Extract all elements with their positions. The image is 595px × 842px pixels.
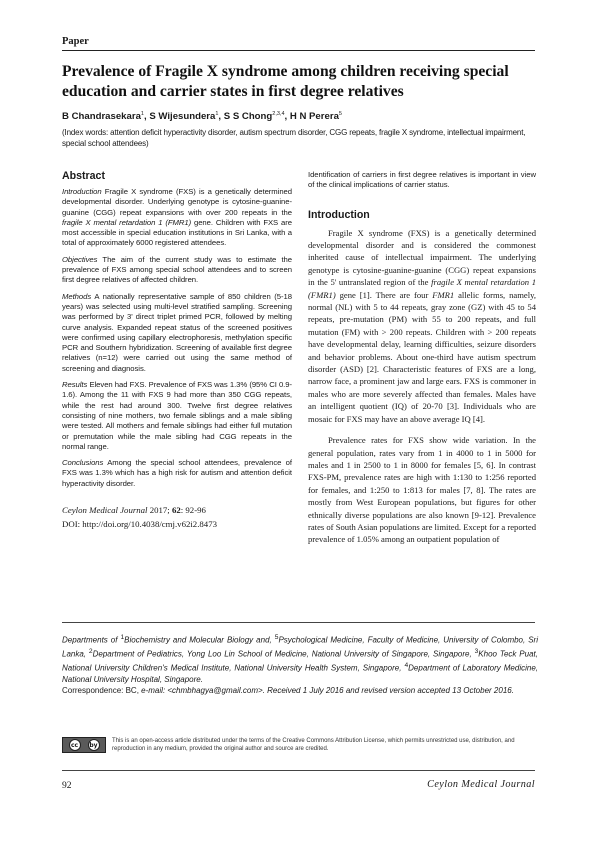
introduction-paragraph	[308, 227, 536, 426]
cc-icon: cc	[69, 739, 81, 751]
footer-journal-name: Ceylon Medical Journal	[427, 779, 535, 790]
abstract-results	[62, 380, 292, 452]
introduction-paragraph: Prevalence rates for FXS show wide variation. In the general population, rates vary from 1 in 4000 to 1 in 5000 for males and 1 in 2500 to 1 in 8000 for females [5, 6]. In contrast FXS-PM, prevalence rates are high with 1:130 to 1:256 reported for females, and 1:250 to 1:813 for males [7, 8]. The rates are mostly from West European populations, but figures for other ethnically diverse populations are also known [9-12]. Prevalence rates of South Asian populations are limited. Except for a reported prevalence of 1.05% among an outpatient population of	[308, 435, 536, 545]
citation-journal: Ceylon Medical Journal	[62, 505, 148, 516]
header-rule	[62, 50, 535, 51]
abstract-text: Fragile X syndrome (FXS) is a genetically determined developmental disorder. Underlying genotype is cytosine-guanine-guanine (CGG) repeat expansions with over 200 repeats in the	[62, 187, 292, 217]
author-name: S Wijesundera	[149, 111, 216, 123]
affiliation-mark: 3	[474, 648, 479, 656]
affiliation-text: Department of Laboratory Medicine, National University Hospital, Singapore.	[62, 663, 538, 685]
right-column	[308, 170, 536, 555]
author-name: S S Chong	[223, 111, 273, 123]
correspondence	[62, 685, 538, 696]
section-label: Paper	[62, 36, 89, 47]
body-text: Fragile X syndrome (FXS) is a genetically determined developmental disorder and is considered the commonest inherited cause of intellectual impairment. The underlying genotype is cytosine-guanine-guanine (CGG) repeat expansions in the 5' untranslated region of the	[308, 227, 536, 288]
abstract-text: The aim of the current study was to estimate the prevalence of FXS among special school attendees and to screen first degree relatives of affected children.	[62, 254, 292, 285]
abstract-heading: Abstract	[62, 170, 105, 182]
citation-line	[62, 503, 292, 517]
citation	[62, 503, 292, 531]
author-affiliation-mark: 1	[215, 111, 219, 117]
affiliation-text: Departments of	[62, 635, 121, 645]
affiliation-text: Biochemistry and Molecular Biology and,	[124, 635, 275, 645]
abstract-methods	[62, 292, 292, 374]
abstract-continued: Identification of carriers in first degree relatives is important in view of the clinical implications of carrier status.	[308, 170, 536, 190]
author-separator: ,	[143, 111, 150, 123]
introduction-heading: Introduction	[308, 208, 370, 221]
citation-pages: : 92-96	[180, 505, 206, 516]
author-list	[62, 111, 342, 122]
author-separator: ,	[218, 111, 224, 123]
gene-name: fragile X mental retardation 1 (FMR1)	[62, 217, 192, 227]
body-text: gene [1]. There are four	[335, 289, 433, 300]
affiliations	[62, 632, 538, 686]
abstract-text: gene. Children with FXS are most accessible in special education institutions in Sri Lanka, with a total of approximately 6000 registered attendees.	[62, 217, 292, 248]
author-name: B Chandrasekara	[62, 111, 141, 123]
license-row	[62, 737, 538, 753]
abstract-introduction	[62, 187, 292, 249]
abstract-label: Methods	[62, 291, 92, 301]
abstract-objectives	[62, 255, 292, 286]
page-number: 92	[62, 780, 72, 791]
gene-name: FMR1	[432, 289, 455, 300]
by-person-icon: by	[88, 739, 100, 751]
cc-license-badge[interactable]	[62, 737, 106, 753]
license-text: This is an open-access article distributed under the terms of the Creative Commons Attribution License, which permits unrestricted use, distribution, and reproduction in any medium, provided the original author and source are credited.	[112, 738, 515, 753]
affiliation-mark: 4	[404, 662, 409, 670]
footer-rule	[62, 770, 535, 771]
citation-volume: 62	[171, 505, 181, 516]
doi-link[interactable]: DOI: http://doi.org/10.4038/cmj.v62i2.8473	[62, 519, 218, 530]
email-link[interactable]: e-mail: <chmbhagya@gmail.com>	[141, 686, 263, 695]
author-name: H N Perera	[289, 111, 339, 123]
affiliation-mark: 5	[274, 634, 279, 641]
abstract-text: A nationally representative sample of 850 children (5-18 years) was selected using multi-level stratified sampling. Screening was performed by 3' direct triplet primed PCR, followed by melting curve analysis. Expanded repeat status of the screened positives were confirmed using capillary electrophoresis, methylation specific PCR and Southern hybridization. Screening of available first degree relatives (n=12) were carried out using the same method of screening and diagnosis.	[62, 291, 292, 373]
abstract-label: Conclusions	[62, 458, 104, 468]
left-column	[62, 170, 292, 531]
abstract-label: Results	[62, 380, 88, 390]
affiliation-text: Department of Pediatrics, Yong Loo Lin School of Medicine, National University of Singapore, Singapore,	[92, 649, 475, 659]
affiliation-rule	[62, 622, 535, 623]
author-affiliation-mark: 2,3,4	[272, 111, 285, 117]
affiliation-mark: 1	[120, 634, 125, 641]
article-title: Prevalence of Fragile X syndrome among children receiving special education and carrier states in first degree relatives	[62, 63, 509, 100]
citation-year: 2017;	[147, 505, 172, 516]
author-separator: ,	[284, 111, 290, 123]
abstract-text: Among the special school attendees, prevalence of FXS was 1.3% which has a high risk for autism and attention deficit hyperactivity disorder.	[62, 458, 292, 488]
gene-name: fragile X mental retardation 1 (FMR1)	[308, 277, 536, 300]
abstract-label: Objectives	[62, 254, 98, 264]
abstract-label: Introduction	[62, 187, 102, 196]
abstract-conclusions	[62, 458, 292, 489]
received-dates: . Received 1 July 2016 and revised version accepted 13 October 2016.	[262, 686, 514, 695]
author-affiliation-mark: 1	[140, 111, 144, 117]
affiliation-text: Khoo Teck Puat, National University Children's Medical Institute, National University Health System, Singapore,	[62, 649, 538, 673]
author-affiliation-mark: 5	[338, 111, 342, 117]
affiliation-text: Psychological Medicine, Faculty of Medicine, University of Colombo, Sri Lanka,	[62, 635, 538, 659]
index-words: (Index words: attention deficit hyperactivity disorder, autism spectrum disorder, CGG repeats, fragile X syndrome, intellectual impairment, special school attendees)	[62, 128, 526, 148]
abstract-text: Eleven had FXS. Prevalence of FXS was 1.3% (95% CI 0.9-1.6). Among the 11 with FXS 9 had more than 350 CGG repeats, while the rest had around 300. Twelve first degree relatives consisting of nine mothers, two female siblings and a male sibling were tested. All mothers and female siblings had either full mutation or premutation while the male sibling had CGG repeats in the normal range.	[62, 380, 292, 451]
affiliation-mark: 2	[88, 648, 93, 656]
body-text: allelic forms, namely, normal (NL) with 5 to 44 repeats, gray zone (GZ) with 45 to 54 repeats, pre-mutation (PM) with 55 to 200 repeats, and full mutation (FM) with > 200 repeats. Children with > 200 repeats have developmental delay, learning difficulties, seizure disorders and behavior problems. About one-third have autism spectrum disorder (ASD) [2]. Characteristic features of FXS are a long, narrow face, a prominent jaw and large ears. FXS is commoner in males who are more severely affected than females. Males have an intelligent quotient (IQ) of 20-70 [3]. Individuals who are mosaic for FXS may have an above average IQ [4].	[308, 289, 536, 424]
correspondence-text: Correspondence: BC,	[62, 686, 142, 695]
